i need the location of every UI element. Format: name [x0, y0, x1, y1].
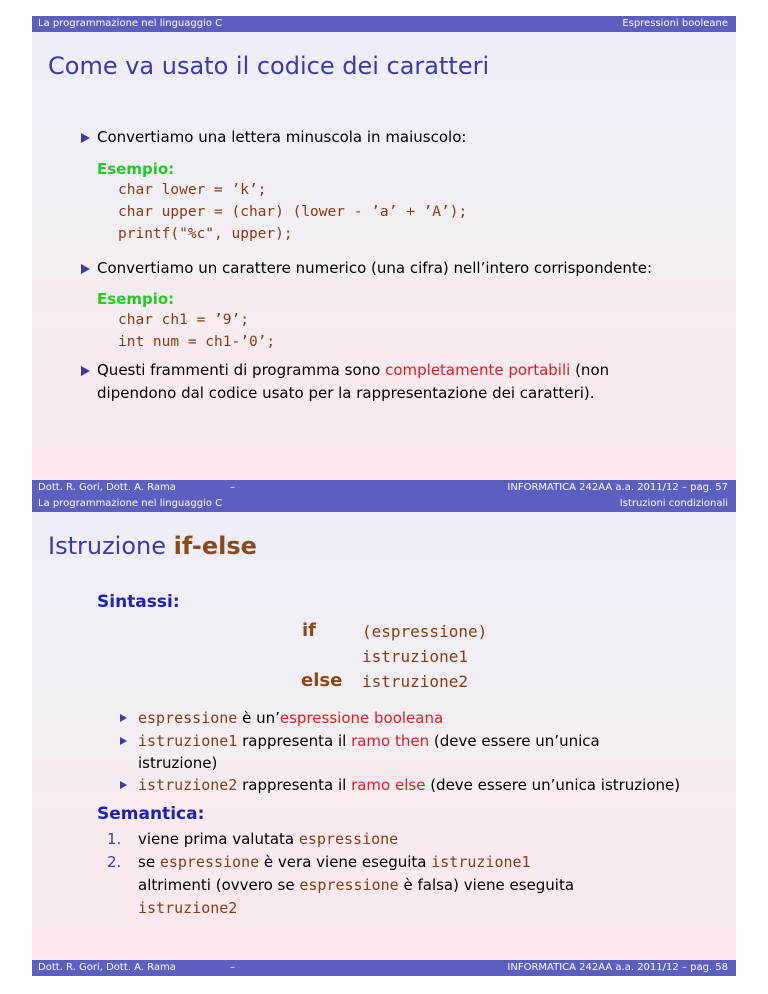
footer-authors: Dott. R. Gori, Dott. A. Rama	[38, 482, 176, 493]
header-course: La programmazione nel linguaggio C	[38, 498, 223, 509]
text-run: rappresenta il	[237, 776, 352, 794]
slide-footer	[32, 960, 736, 976]
bullet-text-continued: dipendono dal codice usato per la rappresentazione dei caratteri).	[97, 384, 595, 402]
slide-58	[32, 496, 736, 976]
highlight-text: ramo else	[351, 776, 426, 794]
code-line: char ch1 = ’9’;	[118, 312, 249, 328]
step-number: 1.	[107, 830, 122, 848]
highlight-text: espressione booleana	[279, 709, 444, 727]
footer-separator: –	[230, 962, 235, 973]
syntax-expression: (espressione)	[362, 622, 488, 641]
code-term: espressione	[298, 830, 399, 848]
bullet-triangle-icon	[120, 781, 127, 789]
text-run: (deve essere un’unica istruzione)	[425, 776, 681, 794]
bullet-triangle-icon	[81, 264, 90, 274]
header-course: La programmazione nel linguaggio C	[38, 18, 223, 29]
text-run: (non	[570, 361, 610, 379]
syntax-statement2: istruzione2	[362, 672, 468, 691]
code-term: istruzione1	[138, 732, 238, 750]
code-line: printf("%c", upper);	[118, 226, 293, 242]
code-term: espressione	[138, 709, 238, 727]
example-label: Esempio:	[97, 160, 175, 178]
footer-authors: Dott. R. Gori, Dott. A. Rama	[38, 962, 176, 973]
footer-separator: –	[230, 482, 235, 493]
slide-header	[32, 496, 736, 512]
bullet-triangle-icon	[120, 714, 127, 722]
else-keyword: else	[301, 670, 343, 691]
code-term: istruzione1	[431, 853, 531, 871]
step-text	[138, 828, 398, 850]
bullet-text: Convertiamo un carattere numerico (una cifra) nell’intero corrispondente:	[97, 259, 653, 277]
step-number: 2.	[107, 853, 122, 871]
sintassi-label: Sintassi:	[97, 592, 180, 612]
text-run: è un’	[237, 709, 280, 727]
bullet-text	[138, 774, 680, 796]
highlight-text: completamente portabili	[385, 361, 571, 379]
title-text: Istruzione	[48, 532, 174, 560]
text-run: è vera viene eseguita	[259, 853, 432, 871]
example-label: Esempio:	[97, 290, 175, 308]
code-term: istruzione2	[138, 776, 238, 794]
code-term: espressione	[159, 853, 260, 871]
step-text-continued	[138, 874, 574, 896]
slide-title: Come va usato il codice dei caratteri	[48, 52, 490, 80]
bullet-text	[138, 730, 600, 752]
code-line: char lower = ’k’;	[118, 182, 267, 198]
syntax-statement1: istruzione1	[362, 647, 468, 666]
text-run: viene prima valutata	[138, 830, 299, 848]
text-run: Questi frammenti di programma sono	[97, 361, 386, 379]
footer-page: INFORMATICA 242AA a.a. 2011/12 – pag. 58	[507, 962, 728, 973]
bullet-text	[138, 707, 443, 729]
step-text	[138, 851, 531, 873]
slide-title	[48, 532, 257, 560]
text-run: (deve essere un’unica	[429, 732, 600, 750]
code-line: char upper = (char) (lower - ’a’ + ’A’);	[118, 204, 468, 220]
bullet-triangle-icon	[81, 133, 90, 143]
title-keyword: if-else	[173, 532, 257, 560]
text-run: altrimenti (ovvero se	[138, 876, 300, 894]
bullet-text-continued: istruzione)	[138, 754, 218, 772]
if-keyword: if	[302, 620, 317, 641]
slide-footer	[32, 480, 736, 496]
code-term: istruzione2	[138, 899, 238, 917]
slide-header	[32, 16, 736, 32]
text-run: se	[138, 853, 160, 871]
bullet-triangle-icon	[120, 737, 127, 745]
bullet-triangle-icon	[81, 366, 90, 376]
code-line: int num = ch1-’0’;	[118, 334, 276, 350]
header-section: Istruzioni condizionali	[619, 498, 728, 509]
semantica-label: Semantica:	[97, 804, 205, 824]
step-text-continued	[138, 897, 237, 919]
slide-57	[32, 16, 736, 496]
highlight-text: ramo then	[351, 732, 430, 750]
code-term: espressione	[299, 876, 399, 894]
footer-page: INFORMATICA 242AA a.a. 2011/12 – pag. 57	[507, 482, 728, 493]
bullet-text	[97, 359, 609, 381]
text-run: rappresenta il	[237, 732, 352, 750]
text-run: è falsa) viene eseguita	[398, 876, 575, 894]
header-section: Espressioni booleane	[622, 18, 728, 29]
bullet-text: Convertiamo una lettera minuscola in maiuscolo:	[97, 128, 467, 146]
